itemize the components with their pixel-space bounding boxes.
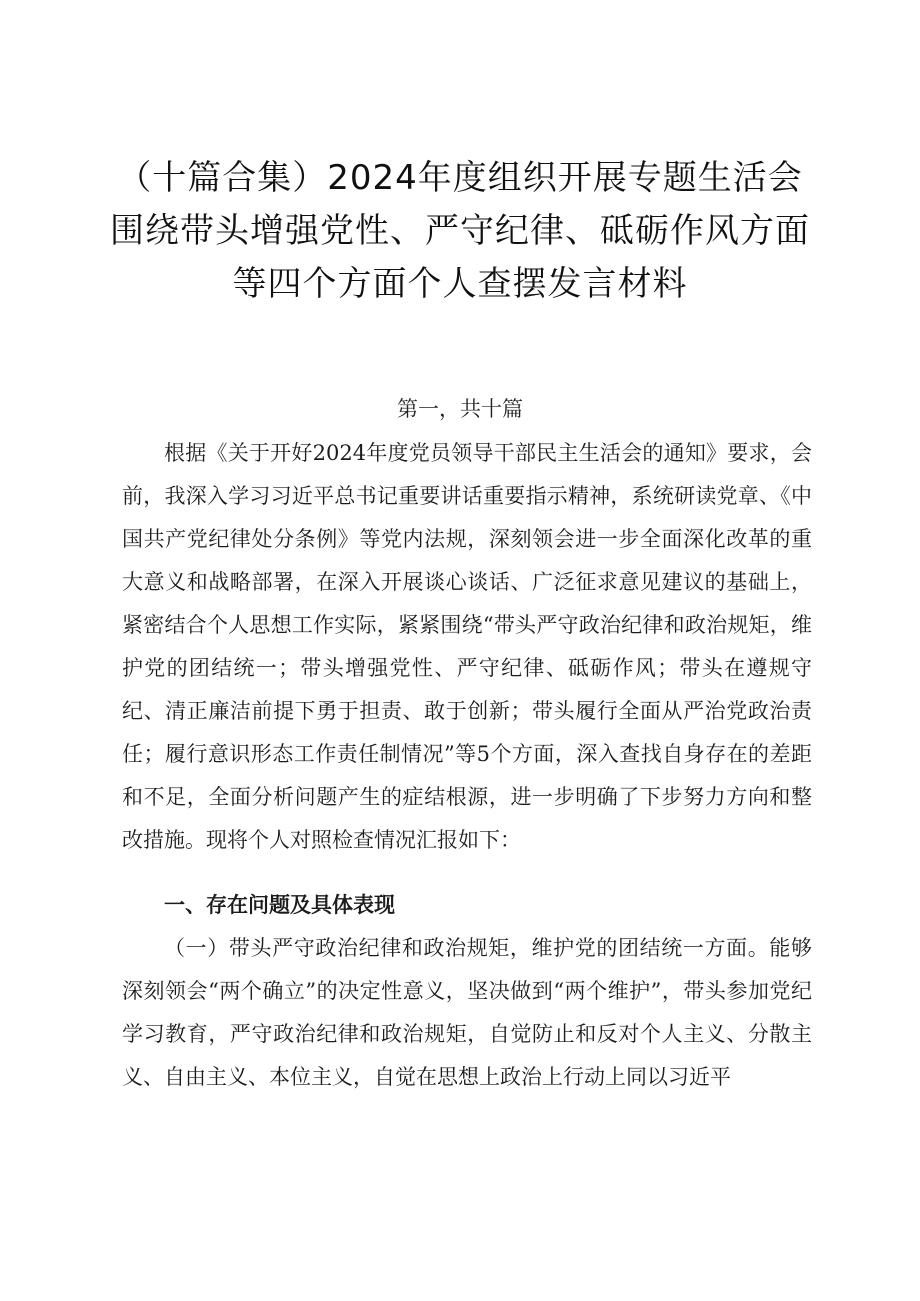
title-line-2: 围绕带头增强党性、严守纪律、砥砺作风方面 — [110, 211, 810, 251]
intro-block — [122, 432, 812, 862]
document-subtitle: 第一，共十篇 — [397, 397, 523, 421]
title-line-3: 等四个方面个人查摆发言材料 — [232, 264, 688, 304]
intro-paragraph: 根据《关于开好2024年度党员领导干部民主生活会的通知》要求，会前，我深入学习习近平总书记重要讲话重要指示精神，系统研读党章、《中国共产党纪律处分条例》等党内法规，深刻领会进一步全面深化改革的重大意义和战略部署，在深入开展谈心谈话、广泛征求意见建议的基础上，紧密结合个人思想工作实际，紧紧围绕“带头严守政治纪律和政治规矩，维护党的团结统一；带头增强党性、严守纪律、砥砺作风；带头在遵规守纪、清正廉洁前提下勇于担责、敢于创新；带头履行全面从严治党政治责任；履行意识形态工作责任制情况”等5个方面，深入查找自身存在的差距和不足，全面分析问题产生的症结根源，进一步明确了下步努力方向和整改措施。现将个人对照检查情况汇报如下： — [122, 441, 812, 852]
section-paragraph: （一）带头严守政治纪律和政治规矩，维护党的团结统一方面。能够深刻领会“两个确立”的决定性意义，坚决做到“两个维护”，带头参加党纪学习教育，严守政治纪律和政治规矩，自觉防止和反对个人主义、分散主义、自由主义、本位主义，自觉在思想上政治上行动上同以习近平 — [122, 936, 812, 1089]
document-title — [100, 152, 820, 311]
title-line-1: （十篇合集）2024年度组织开展专题生活会 — [117, 158, 803, 198]
section-heading: 一、存在问题及具体表现 — [164, 893, 395, 917]
section-block — [122, 884, 812, 1099]
